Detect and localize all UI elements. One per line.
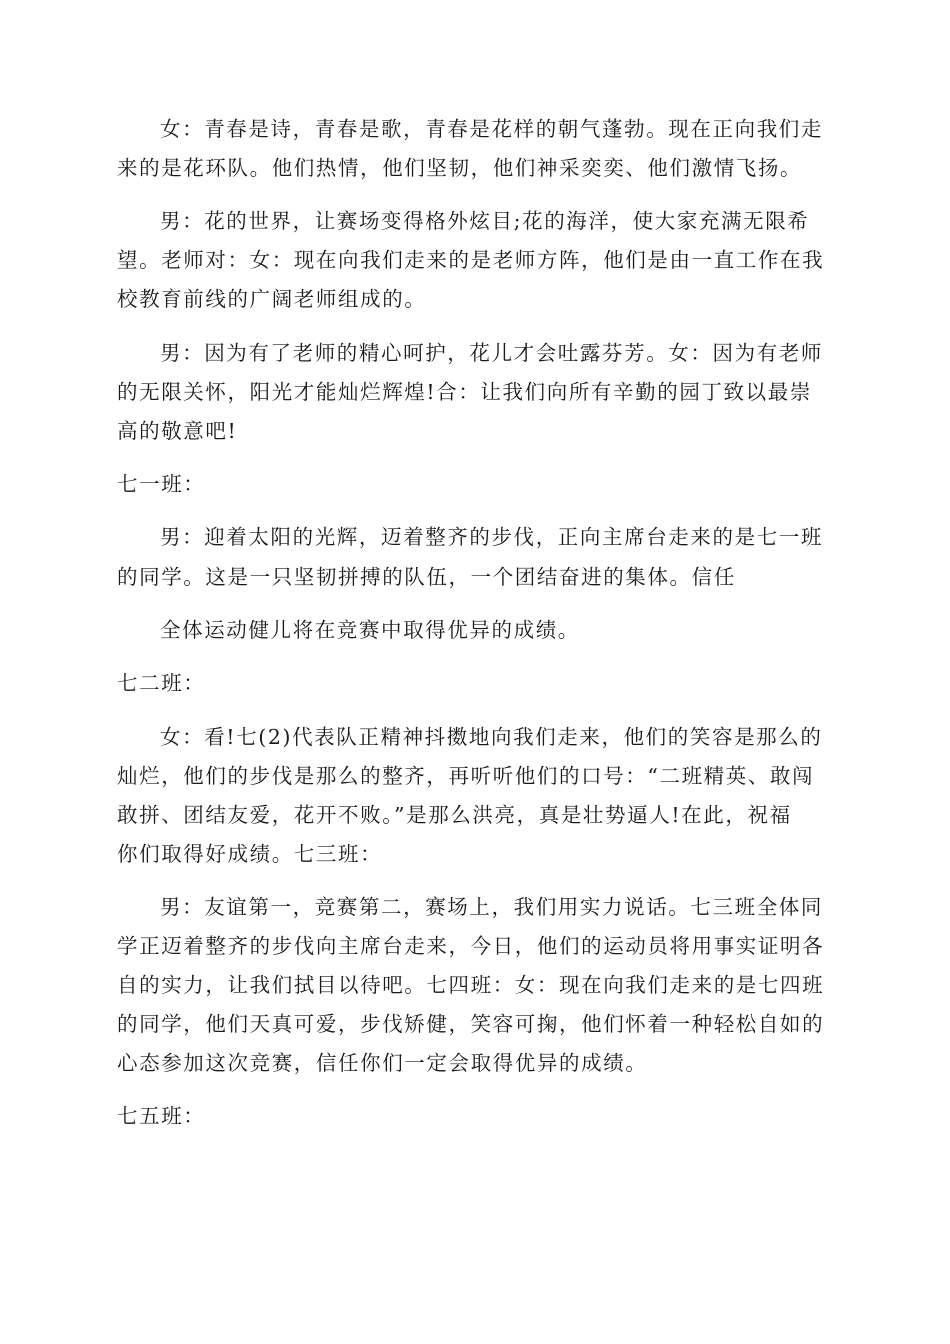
section-heading: 七五班： [117, 1104, 206, 1128]
text-line: 敢拼、团结友爱，花开不败。”是那么洪亮，真是壮势逼人!在此，祝福 [117, 803, 792, 827]
text-line: 男：因为有了老师的精心呵护，花儿才会吐露芬芳。女：因为有老师 [160, 341, 823, 365]
text-line: 男：迎着太阳的光辉，迈着整齐的步伐，正向主席台走来的是七一班 [160, 525, 823, 549]
text-line: 望。老师对：女：现在向我们走来的是老师方阵，他们是由一直工作在我 [117, 248, 825, 272]
text-line: 男：花的世界，让赛场变得格外炫目;花的海洋，使大家充满无限希 [160, 209, 810, 233]
text-line: 心态参加这次竞赛，信任你们一定会取得优异的成绩。 [117, 1051, 648, 1075]
text-line: 高的敬意吧! [117, 419, 238, 443]
text-line: 校教育前线的广阔老师组成的。 [117, 287, 427, 311]
text-line: 的同学。这是一只坚韧拼搏的队伍，一个团结奋进的集体。信任 [117, 565, 736, 589]
text-line: 你们取得好成绩。七三班： [117, 842, 383, 866]
text-line: 的无限关怀，阳光才能灿烂辉煌!合：让我们向所有辛勤的园丁致以最崇 [117, 380, 812, 404]
text-line: 灿烂，他们的步伐是那么的整齐，再听听他们的口号：“二班精英、敢闯 [117, 764, 815, 788]
text-line: 自的实力，让我们拭目以待吧。七四班：女：现在向我们走来的是七四班 [117, 973, 825, 997]
text-line: 来的是花环队。他们热情，他们坚韧，他们神采奕奕、他们激情飞扬。 [117, 156, 803, 180]
text-line: 的同学，他们天真可爱，步伐矫健，笑容可掬，他们怀着一种轻松自如的 [117, 1012, 825, 1036]
text-line: 男：友谊第一，竞赛第二，赛场上，我们用实力说话。七三班全体同 [160, 895, 823, 919]
text-line: 学正迈着整齐的步伐向主席台走来，今日，他们的运动员将用事实证明各 [117, 934, 825, 958]
section-heading: 七二班： [117, 671, 206, 695]
text-line: 全体运动健儿将在竞赛中取得优异的成绩。 [160, 618, 580, 642]
section-heading: 七一班： [117, 472, 206, 496]
text-line: 女：看!七(2)代表队正精神抖擞地向我们走来，他们的笑容是那么的 [160, 725, 823, 749]
text-line: 女：青春是诗，青春是歌，青春是花样的朝气蓬勃。现在正向我们走 [160, 117, 823, 141]
